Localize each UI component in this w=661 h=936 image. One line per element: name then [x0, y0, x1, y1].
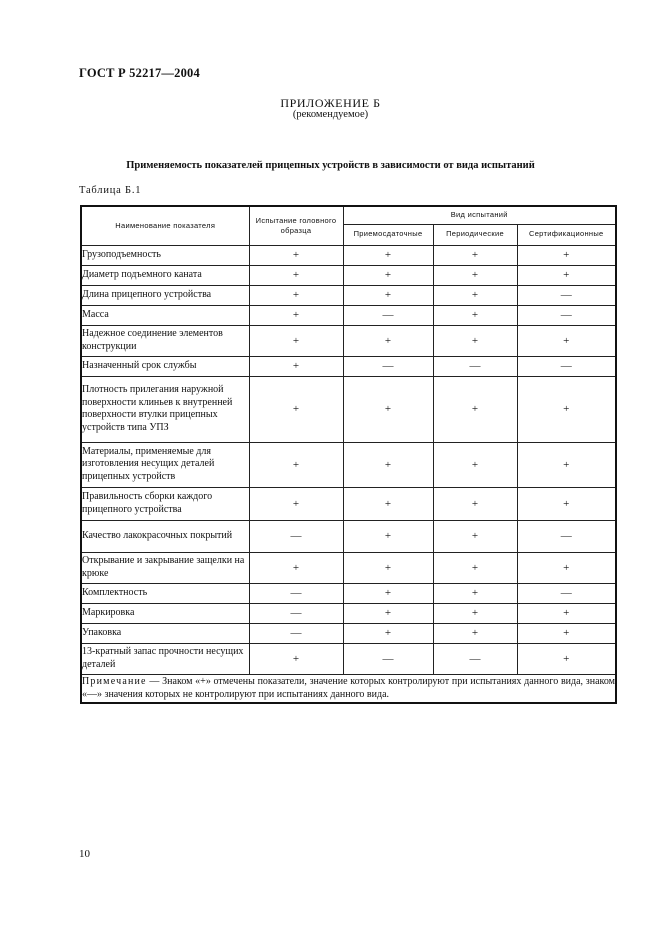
- mark-cell: +: [433, 285, 517, 305]
- header-acceptance: Приемосдаточные: [343, 224, 433, 245]
- mark-cell: —: [433, 356, 517, 376]
- mark-cell: +: [343, 442, 433, 487]
- document-code: ГОСТ Р 52217—2004: [79, 66, 200, 80]
- header-indicator-name: Наименование показателя: [81, 206, 249, 245]
- mark-cell: +: [517, 376, 616, 442]
- indicator-name: Маркировка: [81, 603, 249, 623]
- table-row: [81, 325, 616, 356]
- mark-cell: +: [433, 583, 517, 603]
- header-prototype-test: Испытание головного образца: [249, 206, 343, 245]
- indicator-name: Открывание и закрывание защелки на крюке: [81, 552, 249, 583]
- mark-cell: +: [517, 442, 616, 487]
- mark-cell: +: [433, 376, 517, 442]
- mark-cell: +: [433, 623, 517, 643]
- mark-cell: +: [249, 552, 343, 583]
- mark-cell: +: [249, 285, 343, 305]
- page-number: 10: [79, 848, 90, 860]
- indicator-name: 13-кратный запас прочности несущих деталей: [81, 643, 249, 674]
- indicator-name: Плотность прилегания наружной поверхности клиньев к внутренней поверхности втулки прицепных устройств типа УПЗ: [81, 376, 249, 442]
- mark-cell: +: [343, 265, 433, 285]
- table-body: [81, 245, 616, 674]
- mark-cell: +: [433, 603, 517, 623]
- mark-cell: +: [517, 623, 616, 643]
- table-row: [81, 245, 616, 265]
- mark-cell: +: [249, 305, 343, 325]
- indicator-name: Длина прицепного устройства: [81, 285, 249, 305]
- table-row: [81, 643, 616, 674]
- mark-cell: +: [517, 487, 616, 520]
- mark-cell: —: [343, 305, 433, 325]
- mark-cell: +: [343, 325, 433, 356]
- mark-cell: +: [433, 265, 517, 285]
- indicator-name: Упаковка: [81, 623, 249, 643]
- header-test-type: Вид испытаний: [343, 206, 616, 224]
- mark-cell: +: [343, 376, 433, 442]
- mark-cell: —: [249, 583, 343, 603]
- mark-cell: +: [517, 643, 616, 674]
- mark-cell: —: [343, 356, 433, 376]
- note-text: — Знаком «+» отмечены показатели, значение которых контролируют при испытаниях данного вида, знаком «—» значения которых не контролируют при испытаниях данного вида.: [82, 675, 615, 700]
- table-row: [81, 520, 616, 552]
- mark-cell: +: [249, 376, 343, 442]
- mark-cell: +: [249, 356, 343, 376]
- mark-cell: +: [517, 325, 616, 356]
- table-row: [81, 305, 616, 325]
- header-periodic: Периодические: [433, 224, 517, 245]
- mark-cell: +: [249, 265, 343, 285]
- table-row: [81, 603, 616, 623]
- mark-cell: +: [433, 245, 517, 265]
- table-row: [81, 265, 616, 285]
- table-row: [81, 623, 616, 643]
- mark-cell: —: [249, 603, 343, 623]
- table-row: [81, 487, 616, 520]
- mark-cell: —: [249, 623, 343, 643]
- indicator-name: Надежное соединение элементов конструкции: [81, 325, 249, 356]
- table-row: [81, 285, 616, 305]
- mark-cell: +: [343, 623, 433, 643]
- mark-cell: —: [517, 583, 616, 603]
- mark-cell: +: [517, 552, 616, 583]
- indicator-name: Правильность сборки каждого прицепного устройства: [81, 487, 249, 520]
- table-row: [81, 376, 616, 442]
- mark-cell: +: [517, 245, 616, 265]
- table-note: [81, 674, 616, 703]
- mark-cell: +: [517, 603, 616, 623]
- mark-cell: +: [433, 552, 517, 583]
- table-caption: Применяемость показателей прицепных устройств в зависимости от вида испытаний: [126, 160, 535, 171]
- mark-cell: +: [343, 520, 433, 552]
- mark-cell: +: [433, 305, 517, 325]
- note-label: Примечание: [82, 675, 147, 687]
- mark-cell: +: [249, 325, 343, 356]
- mark-cell: +: [343, 552, 433, 583]
- mark-cell: +: [433, 325, 517, 356]
- mark-cell: +: [343, 285, 433, 305]
- mark-cell: +: [343, 603, 433, 623]
- mark-cell: +: [343, 487, 433, 520]
- mark-cell: +: [433, 520, 517, 552]
- indicator-name: Качество лакокрасочных покрытий: [81, 520, 249, 552]
- table-row: [81, 552, 616, 583]
- indicator-name: Комплектность: [81, 583, 249, 603]
- mark-cell: +: [249, 487, 343, 520]
- mark-cell: —: [517, 520, 616, 552]
- mark-cell: —: [249, 520, 343, 552]
- indicator-name: Назначенный срок службы: [81, 356, 249, 376]
- table-row: [81, 583, 616, 603]
- header-certification: Сертификационные: [517, 224, 616, 245]
- mark-cell: —: [517, 305, 616, 325]
- mark-cell: +: [433, 442, 517, 487]
- indicator-name: Грузоподъемность: [81, 245, 249, 265]
- indicators-table: [80, 205, 617, 704]
- appendix-subtitle: (рекомендуемое): [292, 109, 369, 120]
- mark-cell: +: [343, 583, 433, 603]
- table-row: [81, 442, 616, 487]
- indicator-name: Диаметр подъемного каната: [81, 265, 249, 285]
- indicator-name: Материалы, применяемые для изготовления несущих деталей прицепных устройств: [81, 442, 249, 487]
- appendix-title: ПРИЛОЖЕНИЕ Б: [280, 96, 381, 110]
- mark-cell: —: [343, 643, 433, 674]
- mark-cell: +: [433, 487, 517, 520]
- mark-cell: +: [249, 245, 343, 265]
- indicator-name: Масса: [81, 305, 249, 325]
- mark-cell: —: [433, 643, 517, 674]
- mark-cell: +: [517, 265, 616, 285]
- mark-cell: —: [517, 285, 616, 305]
- mark-cell: +: [249, 643, 343, 674]
- mark-cell: —: [517, 356, 616, 376]
- table-row: [81, 356, 616, 376]
- table-number: Таблица Б.1: [79, 185, 142, 196]
- mark-cell: +: [343, 245, 433, 265]
- mark-cell: +: [249, 442, 343, 487]
